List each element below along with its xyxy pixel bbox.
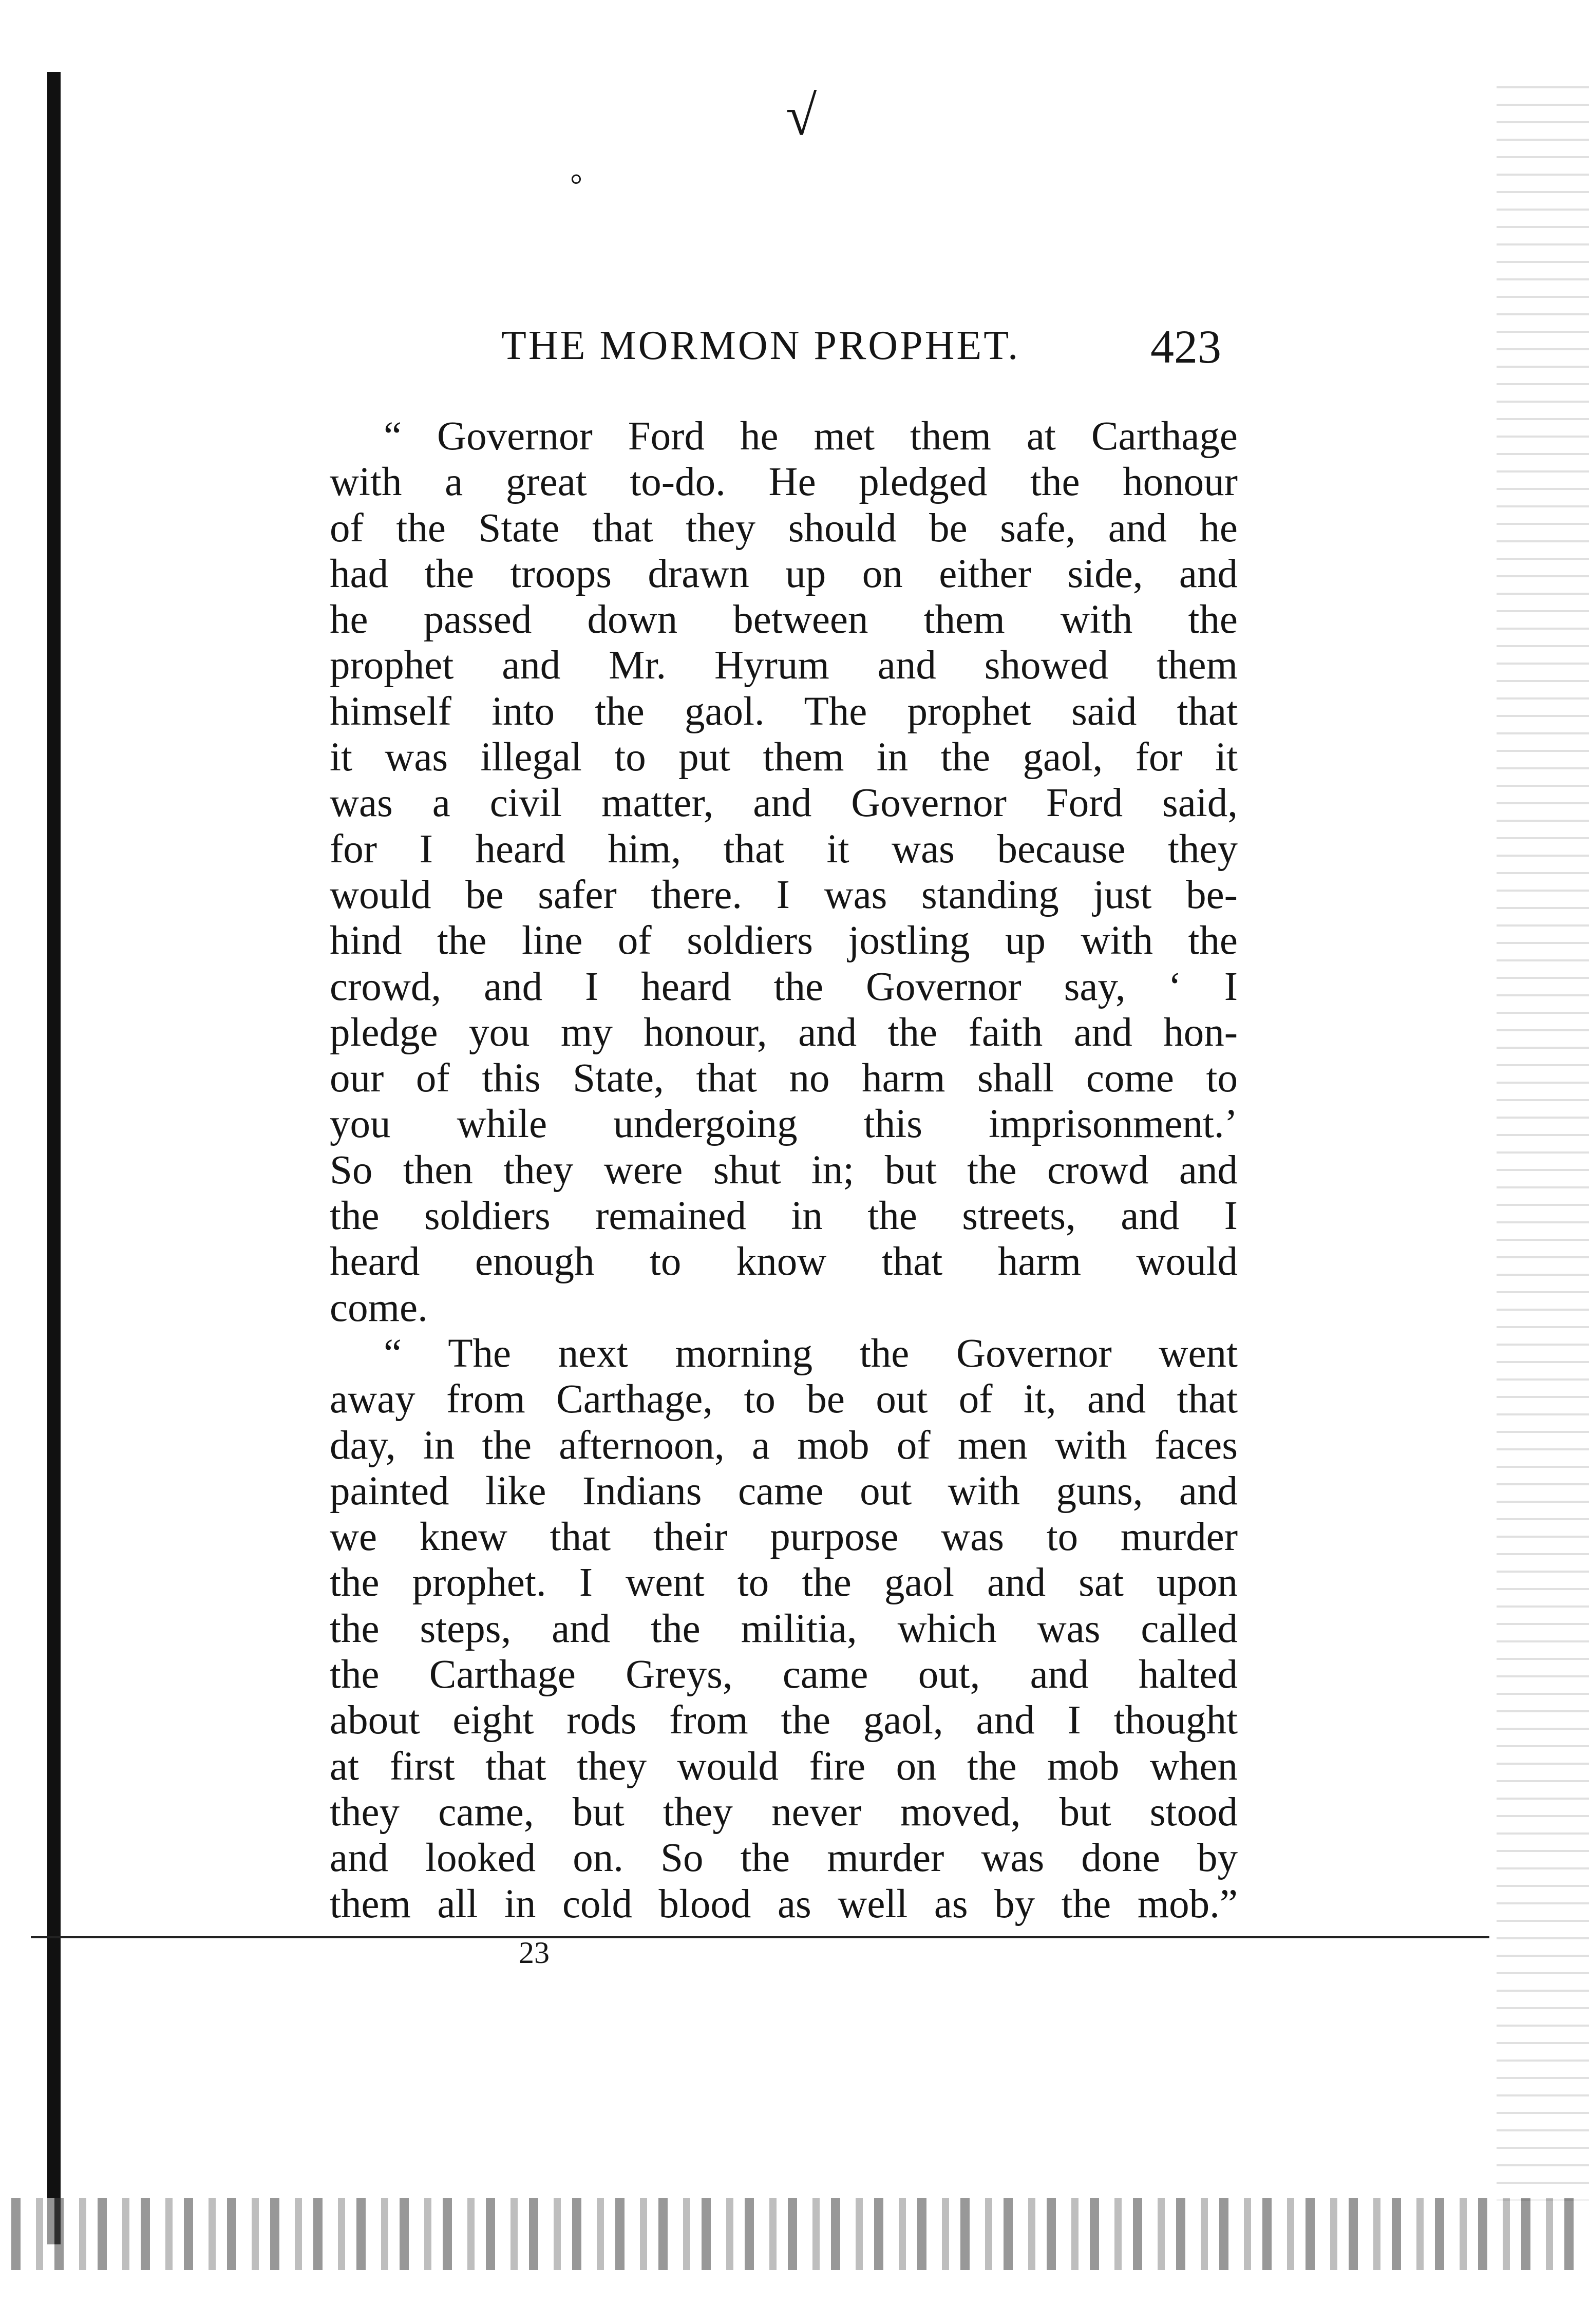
text-line: pledge you my honour, and the faith and hon- — [330, 1010, 1238, 1055]
text-line: he passed down between them with the — [330, 597, 1238, 643]
text-line: himself into the gaol. The prophet said that — [330, 689, 1238, 734]
text-line: hind the line of soldiers jostling up with the — [330, 918, 1238, 963]
text-line: was a civil matter, and Governor Ford said, — [330, 781, 1238, 826]
text-line: prophet and Mr. Hyrum and showed them — [330, 643, 1238, 688]
text-line: heard enough to know that harm would — [330, 1239, 1238, 1284]
text-line: with a great to-do. He pledged the honour — [330, 460, 1238, 505]
text-line: them all in cold blood as well as by the mob.” — [330, 1881, 1238, 1926]
text-line: we knew that their purpose was to murder — [330, 1515, 1238, 1560]
text-line: crowd, and I heard the Governor say, ‘ I — [330, 964, 1238, 1009]
text-line: of the State that they should be safe, and he — [330, 505, 1238, 551]
text-line: it was illegal to put them in the gaol, for it — [330, 735, 1238, 780]
text-line: for I heard him, that it was because they — [330, 826, 1238, 872]
page-number: 423 — [1150, 320, 1221, 373]
text-line: you while undergoing this imprisonment.’ — [330, 1102, 1238, 1147]
text-line: day, in the afternoon, a mob of men with faces — [330, 1423, 1238, 1468]
text-line: away from Carthage, to be out of it, and that — [330, 1377, 1238, 1422]
text-line: about eight rods from the gaol, and I thought — [330, 1698, 1238, 1743]
text-line: our of this State, that no harm shall come to — [330, 1056, 1238, 1101]
text-line: and looked on. So the murder was done by — [330, 1836, 1238, 1881]
text-line: they came, but they never moved, but stood — [330, 1789, 1238, 1835]
text-line: the soldiers remained in the streets, and I — [330, 1194, 1238, 1239]
text-line: the steps, and the militia, which was called — [330, 1606, 1238, 1651]
text-line: “ The next morning the Governor went — [384, 1331, 1238, 1376]
text-line: So then they were shut in; but the crowd and — [330, 1147, 1238, 1193]
text-line: “ Governor Ford he met them at Carthage — [384, 414, 1238, 459]
signature-mark: 23 — [519, 1936, 550, 1970]
running-header: THE MORMON PROPHET. — [501, 323, 1020, 368]
body-text — [330, 413, 1238, 1927]
stray-mark: ° — [570, 168, 582, 202]
scan-edge-noise-right — [1497, 72, 1589, 2208]
footer-rule — [31, 1936, 1489, 1938]
text-line: come. — [330, 1285, 428, 1330]
text-line: at first that they would fire on the mob when — [330, 1744, 1238, 1789]
text-line: had the troops drawn up on either side, and — [330, 551, 1238, 596]
handwritten-checkmark: √ — [786, 84, 817, 147]
text-line: would be safer there. I was standing just be- — [330, 872, 1238, 917]
text-line: the prophet. I went to the gaol and sat upon — [330, 1560, 1238, 1605]
book-spine-shadow — [47, 72, 61, 2244]
scan-edge-noise-bottom — [0, 2198, 1589, 2270]
text-line: the Carthage Greys, came out, and halted — [330, 1652, 1238, 1697]
text-line: painted like Indians came out with guns, and — [330, 1468, 1238, 1514]
